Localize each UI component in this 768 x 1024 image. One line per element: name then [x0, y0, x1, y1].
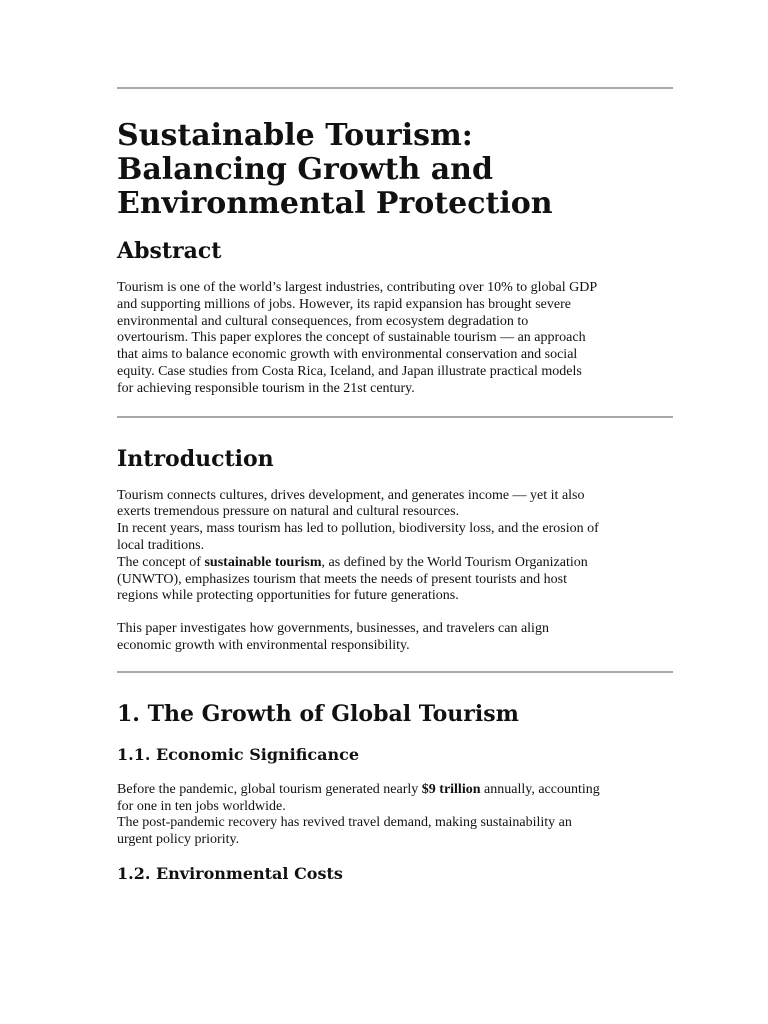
section-1-heading: 1. The Growth of Global Tourism: [117, 700, 519, 727]
document-page: [117, 0, 673, 885]
introduction-paragraph: Tourism connects cultures, drives development, and generates income — yet it also exerts tremendous pressure on natural and cultural resources. In recent years, mass tourism has led to pollution, biodiversity loss, and the erosion of local traditions. The concept of sustainable tourism, as defined by the World Tourism Organization (UNWTO), emphasizes tourism that meets the needs of present tourists and host regions while protecting opportunities for future generations.: [117, 487, 599, 604]
emphasis-sustainable-tourism: sustainable tourism: [204, 554, 322, 570]
subsection-1-1-paragraph: Before the pandemic, global tourism generated nearly $9 trillion annually, accounting for one in ten jobs worldwide. The post-pandemic recovery has revived travel demand, making sustainability an urgent policy priority.: [117, 781, 600, 848]
section-divider: [117, 416, 673, 418]
title-line: Balancing Growth and: [117, 152, 493, 187]
document-title: [117, 119, 673, 221]
subsection-1-1-heading: 1.1. Economic Significance: [117, 744, 360, 764]
subsection-1-2-heading: 1.2. Environmental Costs: [117, 863, 343, 883]
top-divider: [117, 87, 673, 89]
title-line: Sustainable Tourism:: [117, 118, 473, 153]
title-line: Environmental Protection: [117, 186, 553, 221]
introduction-heading: Introduction: [117, 445, 274, 472]
abstract-paragraph: Tourism is one of the world’s largest industries, contributing over 10% to global GDP and supporting millions of jobs. However, its rapid expansion has brought severe environmental and cultural consequences, from ecosystem degradation to overtourism. This paper explores the concept of sustainable tourism — an approach that aims to balance economic growth with environmental conservation and social equity. Case studies from Costa Rica, Iceland, and Japan illustrate practical models for achieving responsible tourism in the 21st century.: [117, 280, 598, 396]
emphasis-amount: $9 trillion: [421, 781, 481, 797]
abstract-heading: Abstract: [117, 238, 222, 264]
introduction-paragraph: This paper investigates how governments, businesses, and travelers can align economic growth with environmental responsibility.: [117, 621, 549, 653]
section-divider: [117, 671, 673, 673]
